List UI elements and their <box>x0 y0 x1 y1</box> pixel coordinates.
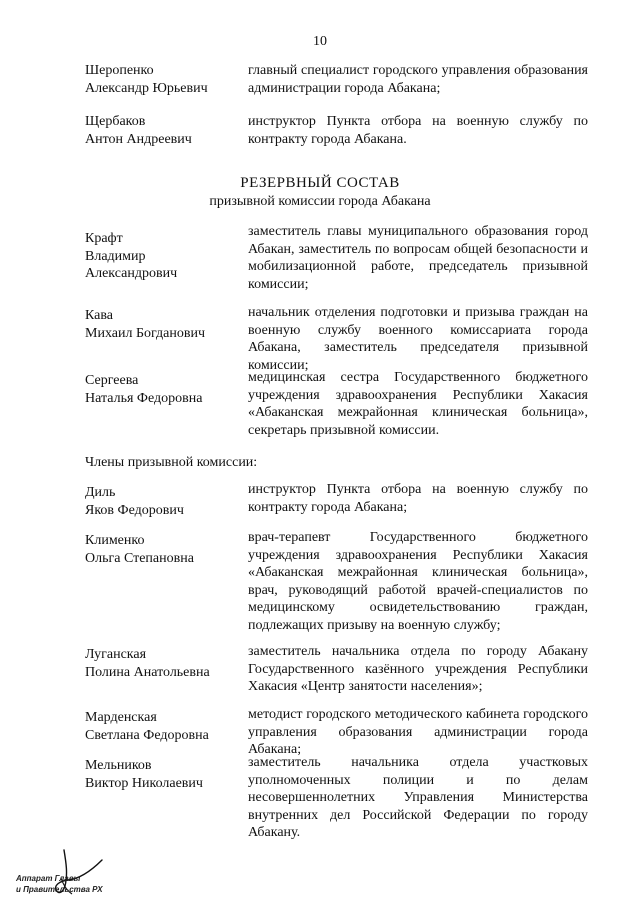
surname: Луганская <box>85 647 147 662</box>
person-name <box>85 532 235 567</box>
person-name <box>85 230 235 283</box>
surname: Крафт <box>85 231 123 246</box>
stamp-line-2: и Правительства РХ <box>16 885 103 894</box>
given-names: Ольга Степановна <box>85 550 194 566</box>
person-name <box>85 372 235 407</box>
person-role: врач-терапевт Государственного бюджетного учреждения здравоохранения Республики Хакасия «Абаканская межрайонная клиническая больница», врач, руководящий работой врачей-специалистов по медицинскому освидетельствованию граждан, подлежащих призыву на военную службу; <box>248 530 588 633</box>
person-role: инструктор Пункта отбора на военную службу по контракту города Абакана; <box>248 482 588 515</box>
reserve-title: РЕЗЕРВНЫЙ СОСТАВ <box>240 175 400 191</box>
person-role: начальник отделения подготовки и призыва граждан на военную службу военного комиссариата города Абакана, заместитель председателя призывной комиссии; <box>248 305 588 373</box>
given-names: Светлана Федоровна <box>85 727 209 743</box>
person-role: медицинская сестра Государственного бюджетного учреждения здравоохранения Республики Хакасия «Абаканская межрайонная клиническая больница», секретарь призывной комиссии. <box>248 370 588 438</box>
person-role: инструктор Пункта отбора на военную службу по контракту города Абакана. <box>248 114 588 147</box>
surname: Кава <box>85 308 114 323</box>
page-number: 10 <box>313 34 327 49</box>
surname: Щербаков <box>85 114 146 129</box>
person-role: заместитель начальника отдела по городу Абакану Государственного казённого учреждения Республики Хакасия «Центр занятости населения»; <box>248 644 588 694</box>
given-names: Виктор Николаевич <box>85 775 203 791</box>
person-role: заместитель начальника отдела участковых уполномоченных полиции и по делам несовершеннолетних Управления Министерства внутренних дел Российской Федерации по городу Абакану. <box>248 755 588 840</box>
person-role: методист городского методического кабинета городского управления образования администрации города Абакана; <box>248 707 588 757</box>
reserve-subtitle: призывной комиссии города Абакана <box>209 194 431 209</box>
members-title: Члены призывной комиссии: <box>85 455 258 470</box>
surname: Шеропенко <box>85 63 154 78</box>
office-stamp <box>6 848 116 898</box>
given-names: Антон Андреевич <box>85 131 192 147</box>
surname: Диль <box>85 485 116 500</box>
surname: Клименко <box>85 533 145 548</box>
surname: Мельников <box>85 758 152 773</box>
person-name <box>85 62 235 97</box>
given-names: Наталья Федоровна <box>85 390 203 406</box>
given-name: Владимир <box>85 248 146 264</box>
given-names: Полина Анатольевна <box>85 664 210 680</box>
given-names: Александр Юрьевич <box>85 80 208 96</box>
given-names: Яков Федорович <box>85 502 184 518</box>
given-names: Михаил Богданович <box>85 325 206 341</box>
reserve-heading <box>0 175 640 210</box>
stamp-line-1: Аппарат Главы <box>16 874 81 883</box>
person-name <box>85 757 235 792</box>
surname: Марденская <box>85 710 157 725</box>
surname: Сергеева <box>85 373 139 388</box>
person-role: заместитель главы муниципального образования город Абакан, заместитель по вопросам общей безопасности и мобилизационной работе, председатель призывной комиссии; <box>248 224 588 292</box>
patronymic: Александрович <box>85 266 178 281</box>
person-name <box>85 307 235 342</box>
person-name <box>85 646 235 681</box>
person-role: главный специалист городского управления образования администрации города Абакана; <box>248 63 588 96</box>
person-name <box>85 113 235 148</box>
person-name <box>85 484 235 519</box>
person-name <box>85 709 235 744</box>
